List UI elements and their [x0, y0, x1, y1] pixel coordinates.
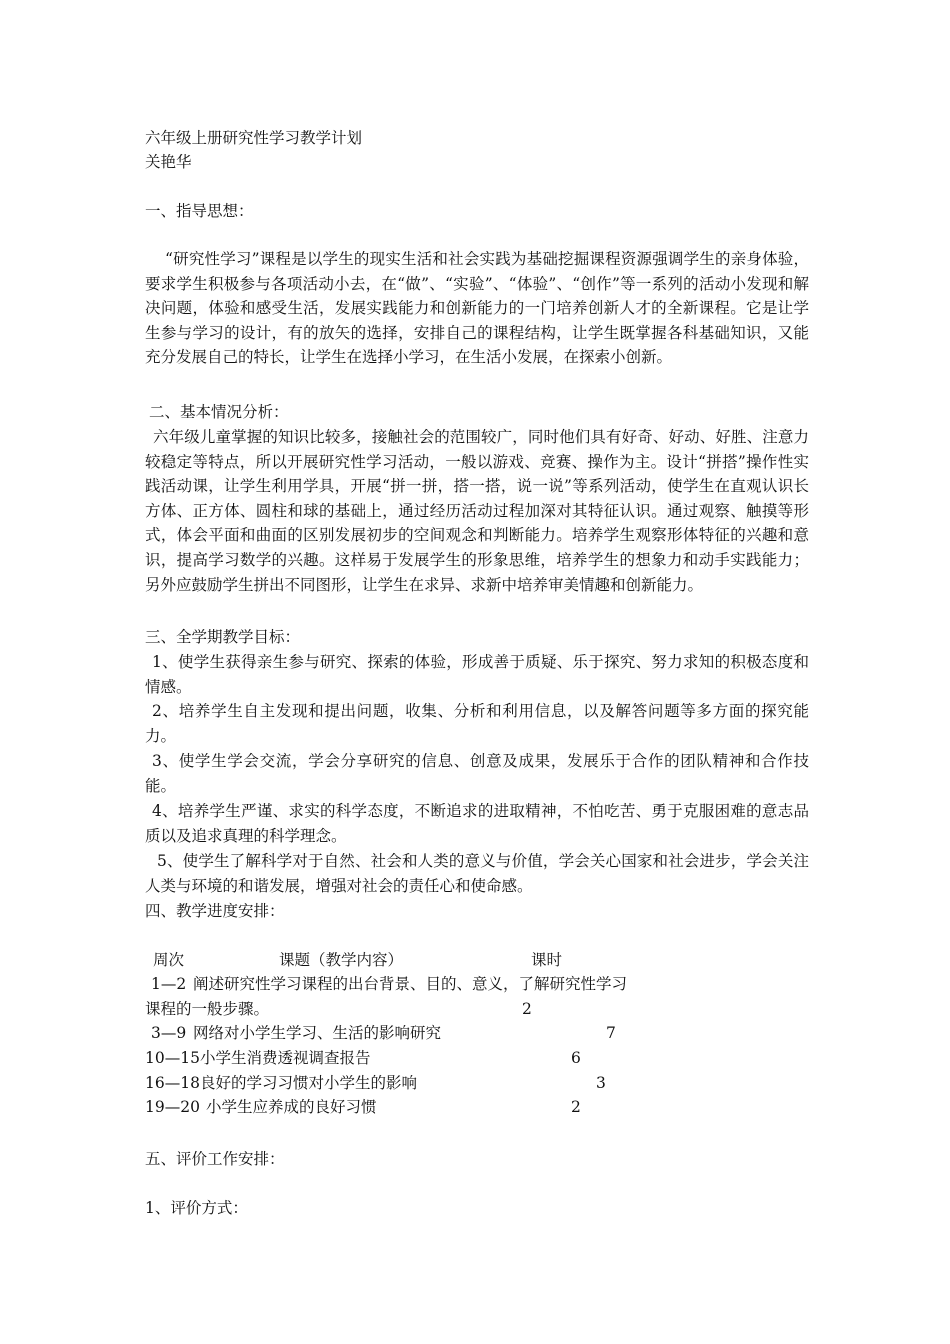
schedule-topic: 网络对小学生学习、生活的影响研究	[193, 1024, 442, 1042]
schedule-topic-continued: 课程的一般步骤。	[145, 1000, 270, 1018]
schedule-topic: 小学生消费透视调查报告	[200, 1049, 371, 1067]
schedule-header-weeks: 周次	[153, 951, 185, 969]
goal-item: 1、使学生获得亲生参与研究、探索的体验，形成善于质疑、乐于探究、努力求知的积极态度和情感。	[145, 653, 809, 696]
schedule-weeks: 1—2	[151, 975, 187, 993]
schedule-hours: 7	[606, 1024, 616, 1042]
section-heading-situation: 二、基本情况分析：	[149, 403, 289, 421]
schedule-hours: 2	[571, 1098, 581, 1116]
schedule-hours: 3	[596, 1074, 606, 1092]
paragraph-guiding-thought: “研究性学习”课程是以学生的现实生活和社会实践为基础挖掘课程资源强调学生的亲身体验，要求学生积极参与各项活动小去，在“做”、“实验”、“体验”、“创作”等一系列的活动小发现和解决问题，体验和感受生活，发展实践能力和创新能力的一门培养创新人才的全新课程。它是让学生参与学习的设计，有的放矢的选择，安排自己的课程结构，让学生既掌握各科基础知识，又能充分发展自己的特长，让学生在选择小学习，在生活小发展，在探索小创新。	[145, 250, 809, 367]
goal-item: 2、培养学生自主发现和提出问题，收集、分析和利用信息，以及解答问题等多方面的探究能力。	[145, 702, 809, 745]
section-heading-guiding-thought: 一、指导思想：	[145, 202, 254, 220]
schedule-hours: 6	[571, 1049, 581, 1067]
section-heading-goals: 三、全学期教学目标：	[145, 628, 301, 646]
goal-item: 3、使学生学会交流，学会分享研究的信息、创意及成果，发展乐于合作的团队精神和合作技能。	[145, 752, 809, 795]
paragraph-situation: 六年级儿童掌握的知识比较多，接触社会的范围较广，同时他们具有好奇、好动、好胜、注意力较稳定等特点，所以开展研究性学习活动，一般以游戏、竞赛、操作为主。设计“拼搭”操作性实践活动课，让学生利用学具，开展“拼一拼，搭一搭，说一说”等系列活动，使学生在直观认识长方体、正方体、圆柱和球的基础上，通过经历活动过程加深对其特征认识。通过观察、触摸等形式，体会平面和曲面的区别发展初步的空间观念和判断能力。培养学生观察形体特征的兴趣和意识，提高学习数学的兴趣。这样易于发展学生的形象思维，培养学生的想象力和动手实践能力；另外应鼓励学生拼出不同图形，让学生在求异、求新中培养审美情趣和创新能力。	[145, 428, 809, 594]
schedule-hours: 2	[522, 1000, 532, 1018]
section-heading-schedule: 四、教学进度安排：	[145, 902, 285, 920]
schedule-topic: 小学生应养成的良好习惯	[206, 1098, 377, 1116]
section-heading-evaluation: 五、评价工作安排：	[145, 1150, 285, 1168]
schedule-weeks: 10—15	[145, 1049, 200, 1067]
author-name: 关艳华	[145, 153, 192, 171]
subheading-evaluation-method: 1、评价方式：	[145, 1199, 248, 1217]
schedule-header-topic: 课题（教学内容）	[279, 951, 404, 969]
document-title: 六年级上册研究性学习教学计划	[145, 129, 363, 147]
schedule-weeks: 16—18	[145, 1074, 200, 1092]
schedule-topic: 良好的学习习惯对小学生的影响	[200, 1074, 418, 1092]
goal-item: 5、使学生了解科学对于自然、社会和人类的意义与价值，学会关心国家和社会进步，学会关注人类与环境的和谐发展，增强对社会的责任心和使命感。	[145, 852, 809, 895]
goal-item: 4、培养学生严谨、求实的科学态度，不断追求的进取精神，不怕吃苦、勇于克服困难的意志品质以及追求真理的科学理念。	[145, 802, 809, 845]
schedule-weeks: 19—20	[145, 1098, 200, 1116]
schedule-weeks: 3—9	[151, 1024, 187, 1042]
schedule-header-hours: 课时	[531, 951, 563, 969]
schedule-topic: 阐述研究性学习课程的出台背景、目的、意义，了解研究性学习	[193, 975, 628, 993]
